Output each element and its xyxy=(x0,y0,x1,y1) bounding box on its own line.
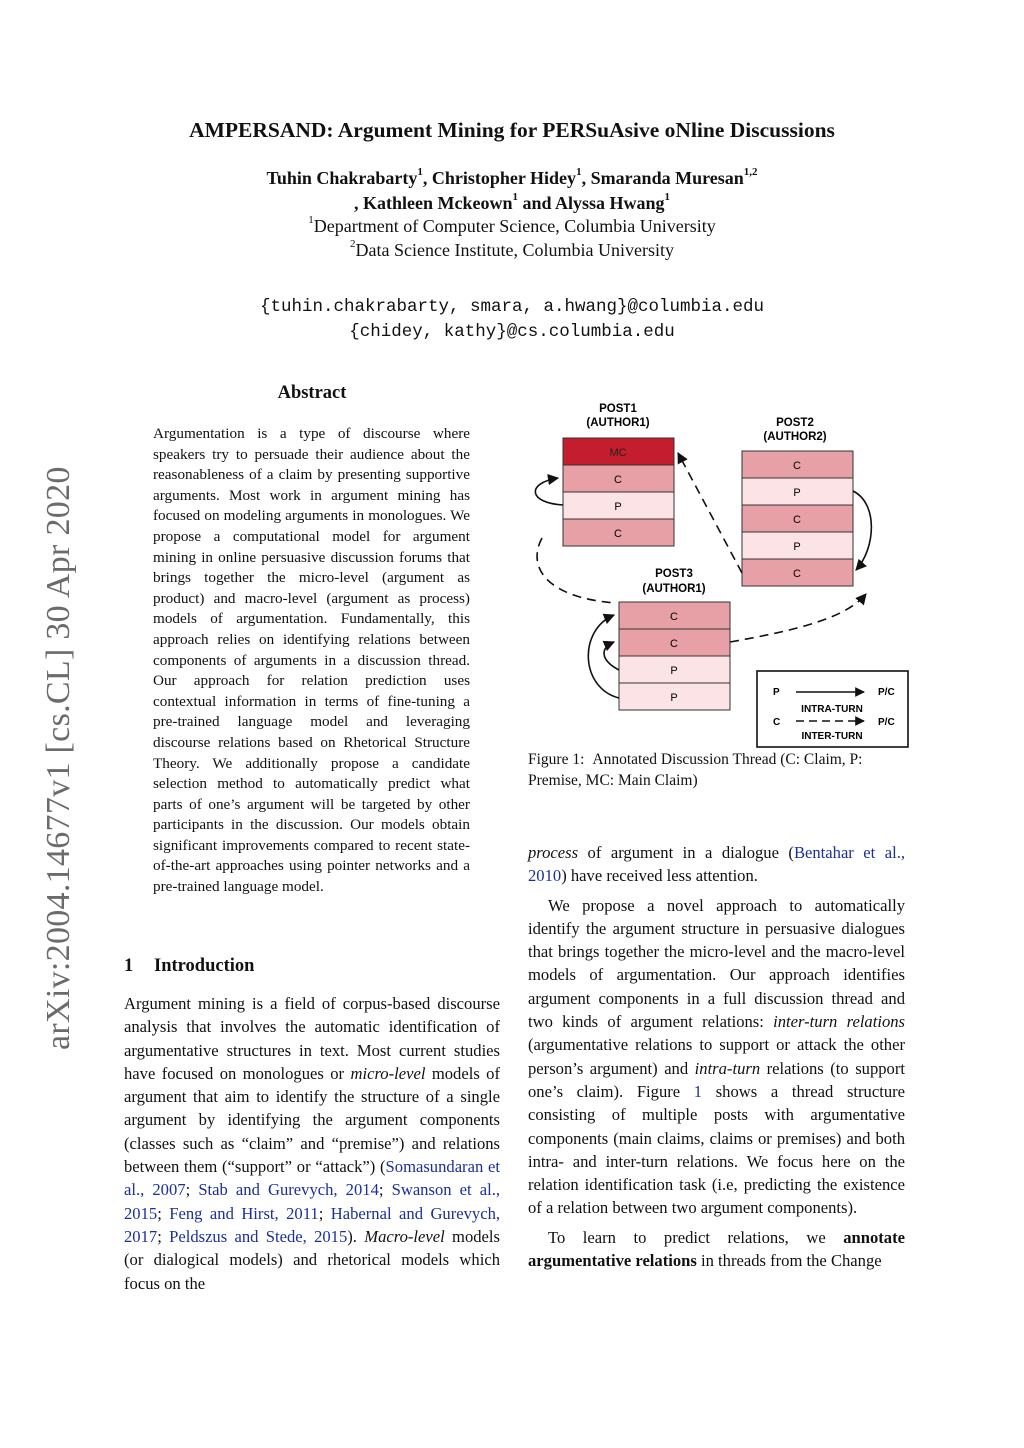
section-title: Introduction xyxy=(154,956,255,976)
post3-title: POST3 xyxy=(655,568,693,580)
abstract-heading: Abstract xyxy=(277,383,347,403)
legend-row1-label: INTRA-TURN xyxy=(801,704,863,715)
text-run: ; xyxy=(157,1203,170,1223)
text-run: relations (to support one’s claim). Figure xyxy=(528,1058,905,1101)
citation-link[interactable]: Habernal and Gurevych, 2017 xyxy=(124,1203,501,1246)
post3-item-2: C xyxy=(670,638,678,650)
legend-row2-left: C xyxy=(773,717,781,728)
post3-components xyxy=(619,602,730,710)
sep: , xyxy=(581,168,587,188)
bold-text: annotate argumentative relations xyxy=(528,1227,905,1271)
section-heading-introduction xyxy=(124,956,254,977)
inter-arrow-post3-to-post1 xyxy=(537,538,616,603)
emphasis: micro-level xyxy=(350,1063,426,1083)
email-line-1: {tuhin.chakrabarty, smara, a.hwang}@columbia.edu xyxy=(259,297,765,317)
text-run: of argument in a dialogue ( xyxy=(578,843,794,862)
affil-text: Department of Computer Science, Columbia University xyxy=(313,216,716,236)
post1-title: POST1 xyxy=(599,403,637,415)
intra-arrow-post3-b xyxy=(604,642,619,670)
intro-paragraph-1 xyxy=(124,992,500,1295)
affil-sup: 2 xyxy=(350,238,356,250)
inter-arrow-post2-to-post1 xyxy=(678,453,742,573)
post2-item-1: C xyxy=(793,460,801,472)
author-name: Tuhin Chakrabarty xyxy=(266,168,418,188)
text-run: ). xyxy=(347,1226,365,1246)
author-sup: 1 xyxy=(417,166,423,178)
affil-sup: 1 xyxy=(308,214,314,226)
arxiv-stamp: arXiv:2004.14677v1 [cs.CL] 30 Apr 2020 xyxy=(40,466,77,1050)
emphasis: inter-turn relations xyxy=(773,1012,905,1032)
text-run: shows a thread structure consisting of multiple posts with argumentative components (main claims, claims or premises) and both intra- and inter-turn relations. We focus here on the relation identification task (i.e, predicting the existence of a relation between two argument components). xyxy=(528,1081,906,1218)
legend-row1-right: P/C xyxy=(878,687,895,698)
post1-author: (AUTHOR1) xyxy=(586,417,650,429)
author-name: Christopher Hidey xyxy=(431,168,577,188)
caption-text: Annotated Discussion Thread (C: Claim, P: Premise, MC: Main Claim) xyxy=(528,751,863,789)
right-paragraph-2 xyxy=(528,894,905,1220)
affiliation-2 xyxy=(0,240,1024,261)
post2-author: (AUTHOR2) xyxy=(763,431,827,443)
intra-arrow-post1 xyxy=(535,478,563,505)
author-sup: 1 xyxy=(576,166,582,178)
figure-1-diagram xyxy=(528,398,913,748)
author-sup: 1 xyxy=(512,191,518,203)
author-name: Kathleen Mckeown xyxy=(362,193,513,213)
post2-title: POST2 xyxy=(776,417,814,429)
post3-item-4: P xyxy=(670,692,678,704)
post1-components xyxy=(563,438,674,546)
legend-row2-right: P/C xyxy=(878,717,895,728)
citation-link[interactable]: Bentahar et al., 2010 xyxy=(528,843,905,886)
text-run: ) have received less attention. xyxy=(561,866,758,886)
post2-item-2: P xyxy=(793,487,801,499)
abstract-text: Argumentation is a type of discourse where speakers try to persuade their audience about the reasonableness of a claim by presenting supportive arguments. Most work in argument mining has focused on modeling arguments in monologues. We propose a computational model for argument mining in online persuasive discussion forums that brings together the micro-level (argument as product) and macro-level (argument as process) models of argumentation. Fundamentally, this approach relies on identifying relations between components of arguments in a discussion thread. Our approach for relation prediction uses contextual information in terms of fine-tuning a pre-trained language model and leveraging discourse relations based on Rhetorical Structure Theory. We additionally propose a candidate selection method to automatically predict what parts of one’s argument will be targeted by other participants in the discussion. Our models obtain significant improvements compared to recent state-of-the-art approaches using pointer networks and a pre-trained language model. xyxy=(153,425,470,896)
author-line-1 xyxy=(0,168,1024,189)
affiliation-1 xyxy=(0,216,1024,237)
post2-item-3: C xyxy=(793,514,801,526)
citation-link[interactable]: Peldszus and Stede, 2015 xyxy=(169,1226,348,1246)
post2-item-5: C xyxy=(793,568,801,580)
author-line-2 xyxy=(0,193,1024,214)
right-column-text xyxy=(528,841,905,1272)
text-run: ; xyxy=(157,1226,170,1246)
legend-row1-left: P xyxy=(773,687,780,698)
text-run: (argumentative relations to support or attack the other person’s argument) and xyxy=(528,1035,905,1078)
text-run: models (or dialogical models) and rhetorical models which focus on the xyxy=(124,1226,500,1293)
post1-item-3: P xyxy=(614,501,622,513)
paper-title: AMPERSAND: Argument Mining for PERSuAsive oNline Discussions xyxy=(189,118,835,142)
figure-1-caption xyxy=(528,750,905,791)
post3-author: (AUTHOR1) xyxy=(642,583,706,595)
inter-arrow-post3-to-post2 xyxy=(730,594,866,642)
emphasis: intra-turn xyxy=(694,1058,761,1078)
text-run: We propose a novel approach to automatically identify the argument structure in persuasive dialogues that brings together the micro-level and the macro-level models of argumentation. Our approach identifies argument components in a full discussion thread and two kinds of argument relations: xyxy=(528,895,905,1032)
sep: , xyxy=(353,193,359,213)
citation-link[interactable]: Stab and Gurevych, 2014 xyxy=(198,1180,379,1200)
post1-item-2: C xyxy=(614,474,622,486)
text-run: ; xyxy=(185,1180,199,1200)
author-name: Smaranda Muresan xyxy=(590,168,744,188)
text-run: ; xyxy=(378,1180,392,1200)
citation-link[interactable]: Somasundaran et al., 2007 xyxy=(124,1157,500,1200)
text-run: To learn to predict relations, we xyxy=(548,1227,844,1247)
post3-item-1: C xyxy=(670,611,678,623)
author-name: Alyssa Hwang xyxy=(555,193,665,213)
intra-arrow-post2 xyxy=(853,491,871,570)
emphasis: Macro-level xyxy=(364,1226,445,1246)
post1-item-4: C xyxy=(614,528,622,540)
caption-label: Figure 1: xyxy=(528,751,585,768)
text-run: in threads from the Change xyxy=(696,1251,882,1271)
post2-components xyxy=(742,451,853,586)
right-paragraph-3 xyxy=(528,1226,905,1273)
intra-arrow-post3-a xyxy=(588,615,619,698)
text-run: ; xyxy=(318,1203,331,1223)
section-number: 1 xyxy=(124,956,134,976)
citation-link[interactable]: Swanson et al., 2015 xyxy=(124,1180,501,1223)
sep: and xyxy=(522,193,552,213)
citation-link[interactable]: Feng and Hirst, 2011 xyxy=(169,1203,319,1223)
post1-item-1: MC xyxy=(609,447,627,459)
author-sup: 1 xyxy=(664,191,671,203)
email-line-2: {chidey, kathy}@cs.columbia.edu xyxy=(349,322,675,342)
post3-item-3: P xyxy=(670,665,678,677)
text-run: models of argument that aim to identify the structure of a single argument by identifying the argument components (classes such as “claim” and “premise”) and relations between them (“support” or “attack”) ( xyxy=(124,1063,500,1177)
right-paragraph-1 xyxy=(528,841,905,888)
sep: , xyxy=(422,168,428,188)
affil-text: Data Science Institute, Columbia University xyxy=(355,240,674,260)
figure-ref-link[interactable]: 1 xyxy=(693,1081,703,1101)
post2-item-4: P xyxy=(793,541,801,553)
text-run: Argument mining is a field of corpus-based discourse analysis that involves the automatic identification of argumentative structures in text. Most current studies have focused on monologues or xyxy=(124,994,500,1083)
legend-row2-label: INTER-TURN xyxy=(801,731,863,742)
figure-legend xyxy=(757,671,908,747)
emphasis: process xyxy=(528,843,579,862)
author-sup: 1,2 xyxy=(743,166,758,178)
